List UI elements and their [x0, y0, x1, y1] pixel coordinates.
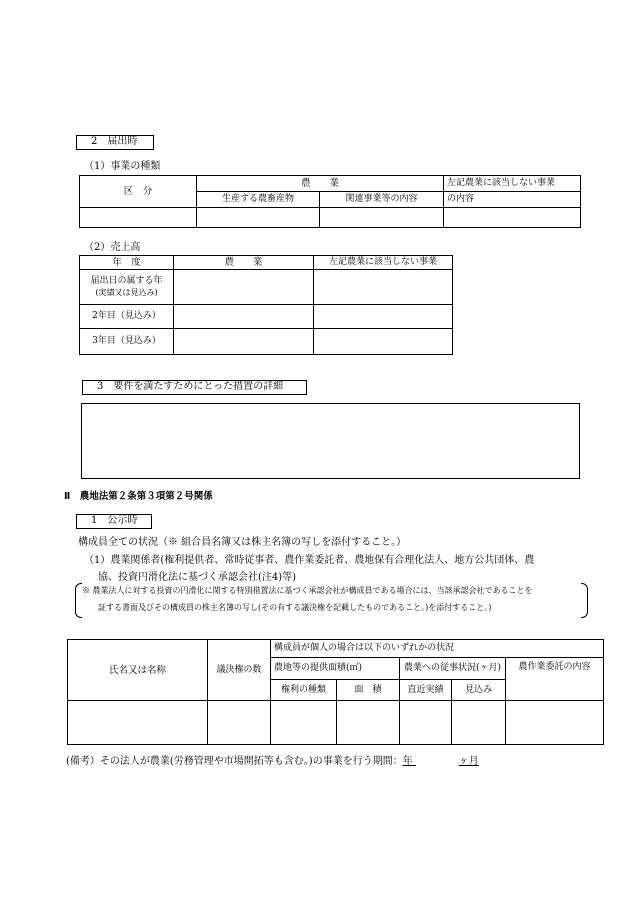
member-cell[interactable] — [68, 701, 208, 745]
measures-detail-box[interactable] — [81, 403, 580, 479]
row-label-year1-a: 届出日の属する年 — [90, 276, 163, 286]
remark-year: 年 — [402, 756, 413, 767]
note-bracket-right — [581, 583, 588, 618]
entrust-header: 農作業委託の内容 — [506, 658, 604, 701]
section3-heading: 3 要件を満たすためにとった措置の詳細 — [82, 380, 307, 395]
sales-cell[interactable] — [174, 305, 314, 329]
table1-cell[interactable] — [80, 208, 197, 228]
other-sales-header: 左記農業に該当しない事業 — [314, 256, 453, 270]
member-cell[interactable] — [208, 701, 271, 745]
nogyo-header: 農 業 — [197, 176, 444, 192]
name-header: 氏名又は名称 — [68, 640, 208, 701]
sales-cell[interactable] — [314, 305, 453, 329]
produce-header: 生産する農畜産物 — [197, 192, 320, 208]
table1-cell[interactable] — [444, 208, 581, 228]
note-text-a: ※ 農業法人に対する投資の円滑化に関する特別措置法に基づく承認会社が構成員である場合には、当該承認会社であることを — [82, 586, 533, 595]
remark-prefix: (備考）その法人が農業(労務管理や市場開拓等も含む。)の事業を行う期間： — [66, 756, 403, 767]
row-label-year1 — [80, 270, 174, 305]
forecast-header: 見込み — [452, 680, 506, 701]
table1-cell[interactable] — [320, 208, 444, 228]
recent-record-header: 直近実績 — [400, 680, 452, 701]
agri-related-line-a: （1）農業関係者(権利提供者、常時従事者、農作業委託者、農地保有合理化法人、地方公共団体、農 — [84, 555, 535, 566]
section2-heading: 2 届出時 — [76, 135, 154, 150]
right-type-header: 権利の種類 — [271, 680, 337, 701]
item2-label: （2）売上高 — [84, 242, 141, 253]
sales-cell[interactable] — [174, 270, 314, 305]
year-header: 年 度 — [80, 256, 174, 270]
land-area-header: 農地等の提供面積(㎡) — [271, 658, 400, 680]
part2-title: Ⅱ 農地法第２条第３項第２号関係 — [64, 491, 213, 502]
public-notice-heading: 1 公示時 — [76, 514, 152, 529]
area-header: 面 積 — [337, 680, 400, 701]
members-status-line: 構成員全ての状況（※ 組合員名簿又は株主名簿の写しを添付すること。） — [78, 537, 407, 548]
sales-cell[interactable] — [314, 329, 453, 355]
votes-header: 議決権の数 — [208, 640, 271, 701]
nogyo-sales-header: 農 業 — [174, 256, 314, 270]
remark-month: ヶ月 — [458, 756, 479, 767]
engagement-header: 農業への従事状況(ヶ月) — [400, 658, 506, 680]
remark-line — [66, 752, 479, 767]
business-type-table — [79, 175, 581, 228]
member-cell[interactable] — [271, 701, 337, 745]
other-business-header: 左記農業に該当しない事業 — [444, 176, 581, 192]
note-bracket-left — [75, 583, 82, 618]
sales-cell[interactable] — [174, 329, 314, 355]
member-cell[interactable] — [452, 701, 506, 745]
members-table — [67, 639, 604, 745]
row-label-year1-b: (実績又は見込み) — [95, 288, 158, 297]
sales-cell[interactable] — [314, 270, 453, 305]
kubun-header: 区 分 — [80, 176, 197, 208]
other-business-header-2: の内容 — [444, 192, 581, 208]
sales-table — [79, 255, 453, 355]
row-label-year3: 3年目（見込み） — [80, 329, 174, 355]
note-text-b: 証する書面及びその構成員の株主名簿の写し(その有する議決権を記載したものであること。)を添付すること。) — [98, 603, 492, 612]
member-cell[interactable] — [506, 701, 604, 745]
related-business-header: 関連事業等の内容 — [320, 192, 444, 208]
member-cell[interactable] — [337, 701, 400, 745]
remark-blank[interactable] — [413, 756, 459, 767]
row-label-year2: 2年目（見込み） — [80, 305, 174, 329]
individual-header: 構成員が個人の場合は以下のいずれかの状況 — [271, 640, 604, 658]
member-cell[interactable] — [400, 701, 452, 745]
table1-cell[interactable] — [197, 208, 320, 228]
item1-label: （1）事業の種類 — [84, 161, 161, 172]
agri-related-line-b: 協、投資円滑化法に基づく承認会社(注4)等) — [98, 572, 297, 583]
